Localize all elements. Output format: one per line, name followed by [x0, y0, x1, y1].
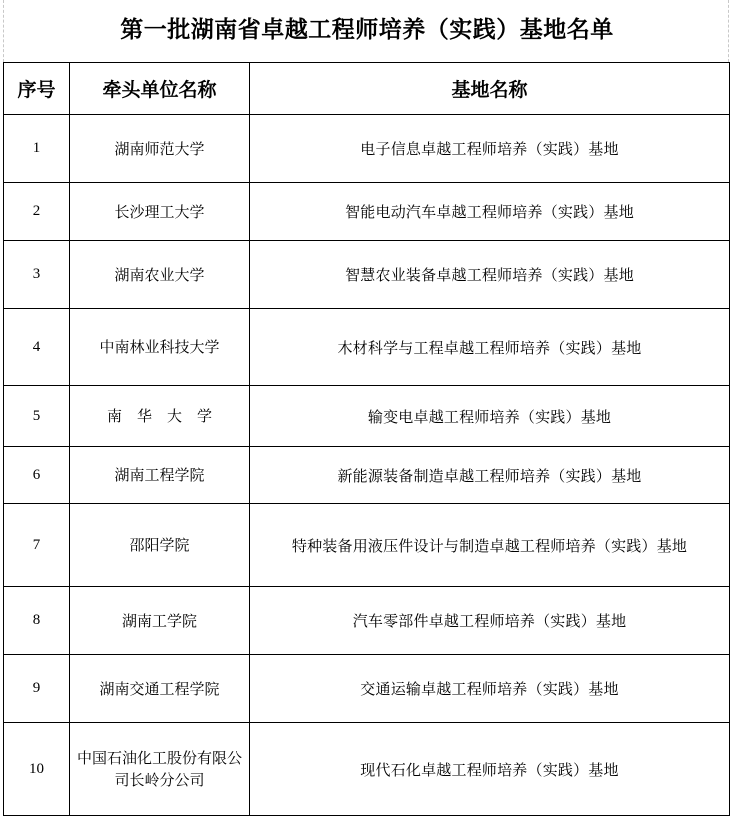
table-header-row: [4, 63, 730, 115]
row-base: 电子信息卓越工程师培养（实践）基地: [250, 115, 730, 183]
row-base: 交通运输卓越工程师培养（实践）基地: [250, 655, 730, 723]
table-row: [4, 504, 730, 587]
row-base: 木材科学与工程卓越工程师培养（实践）基地: [250, 309, 730, 386]
header-org: 牵头单位名称: [70, 63, 250, 115]
row-org: 湖南农业大学: [70, 241, 250, 309]
base-list-table: [3, 62, 730, 816]
row-index: 7: [4, 504, 70, 587]
header-index: 序号: [4, 63, 70, 115]
table-row: [4, 655, 730, 723]
row-org: 湖南师范大学: [70, 115, 250, 183]
table-row: [4, 115, 730, 183]
row-index: 3: [4, 241, 70, 309]
row-index: 9: [4, 655, 70, 723]
row-index: 1: [4, 115, 70, 183]
row-org: 南 华 大 学: [70, 386, 250, 447]
row-org: 中国石油化工股份有限公司长岭分公司: [70, 723, 250, 816]
row-org: 湖南工程学院: [70, 447, 250, 504]
table-row: [4, 386, 730, 447]
row-org: 湖南交通工程学院: [70, 655, 250, 723]
header-base: 基地名称: [250, 63, 730, 115]
row-index: 4: [4, 309, 70, 386]
table-row: [4, 241, 730, 309]
row-org: 邵阳学院: [70, 504, 250, 587]
row-base: 智慧农业装备卓越工程师培养（实践）基地: [250, 241, 730, 309]
page-title: 第一批湖南省卓越工程师培养（实践）基地名单: [120, 17, 614, 43]
row-org: 中南林业科技大学: [70, 309, 250, 386]
row-index: 5: [4, 386, 70, 447]
row-base: 智能电动汽车卓越工程师培养（实践）基地: [250, 183, 730, 241]
row-index: 8: [4, 587, 70, 655]
row-index: 6: [4, 447, 70, 504]
row-index: 2: [4, 183, 70, 241]
table-row: [4, 309, 730, 386]
row-org: 湖南工学院: [70, 587, 250, 655]
row-base: 现代石化卓越工程师培养（实践）基地: [250, 723, 730, 816]
table-row: [4, 723, 730, 816]
row-org: 长沙理工大学: [70, 183, 250, 241]
row-base: 新能源装备制造卓越工程师培养（实践）基地: [250, 447, 730, 504]
table-row: [4, 183, 730, 241]
table-row: [4, 447, 730, 504]
row-index: 10: [4, 723, 70, 816]
table-row: [4, 587, 730, 655]
row-base: 输变电卓越工程师培养（实践）基地: [250, 386, 730, 447]
row-base: 汽车零部件卓越工程师培养（实践）基地: [250, 587, 730, 655]
row-base: 特种装备用液压件设计与制造卓越工程师培养（实践）基地: [250, 504, 730, 587]
